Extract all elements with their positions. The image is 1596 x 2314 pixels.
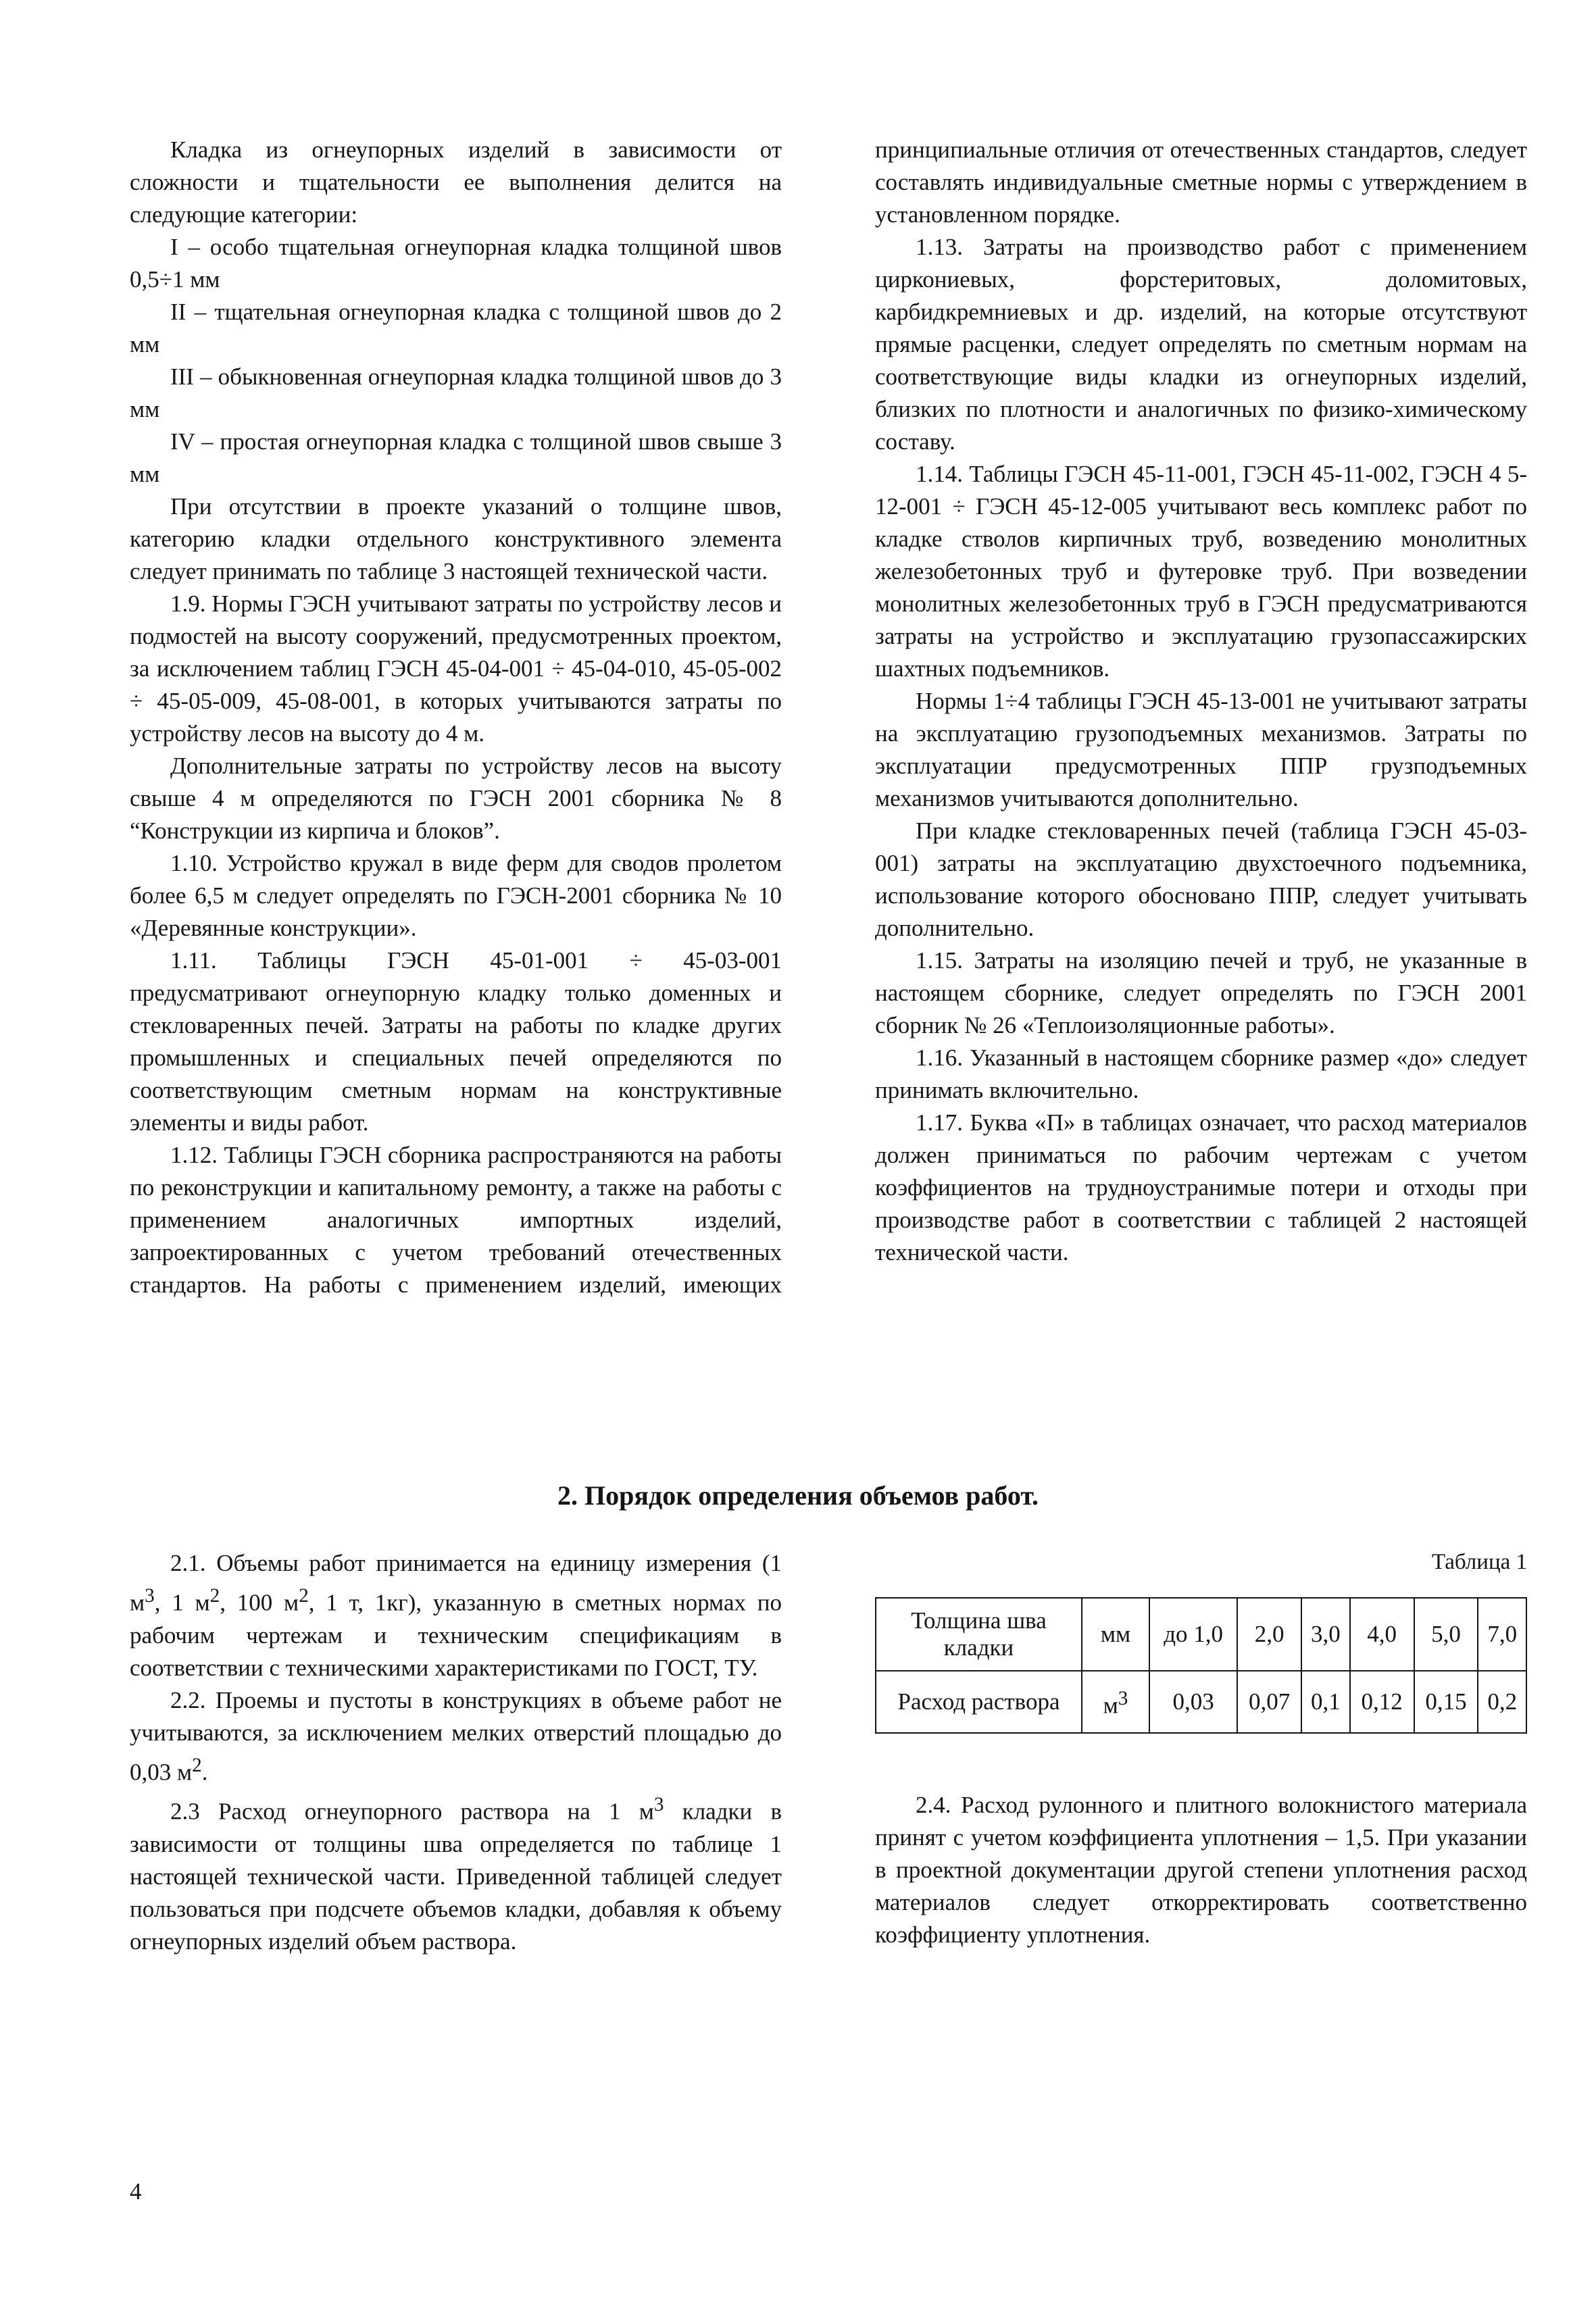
table-row xyxy=(876,1671,1526,1733)
paragraph-2-2: 2.2. Проемы и пустоты в конструкциях в объеме работ не учитываются, за исключением мелких отверстий площадью до 0,03 $м^2$. xyxy=(130,1686,782,1786)
paragraph: Кладка из огнеупорных изделий в зависимости от сложности и тщательности ее выполнения делится на следующие категории: xyxy=(130,136,782,228)
section2-right-column xyxy=(875,1547,1527,1951)
paragraph: 1.12. Таблицы ГЭСН сборника распространяются на работы по реконструкции и капитальному ремонту, а также на работы с применением аналогичных импортных изделий, запроектированных с учетом требований отечественных стандартов. На работы с применением изделий, имеющих xyxy=(130,1142,782,1298)
paragraph-2-1: 2.1. Объемы работ принимается на единицу измерения (1 $м^3$, 1 $м^2$, 100 $м^2$, 1 т, 1кг), указанную в сметных нормах по рабочим чертежам и техническим спецификациям в соответствии с техническими характеристиками по ГОСТ, ТУ. xyxy=(130,1550,782,1681)
paragraph: 1.17. Буква «П» в таблицах означает, что расход материалов должен приниматься по рабочим чертежам с учетом коэффициентов на трудноустранимые потери и отходы при производстве работ в соответствии с таблицей 2 настоящей технической части. xyxy=(875,1109,1527,1265)
table-row-unit: $м^3$ xyxy=(1082,1671,1149,1733)
page-number: 4 xyxy=(130,2178,142,2205)
table-cell: 0,15 xyxy=(1414,1671,1478,1733)
paragraph: При кладке стекловаренных печей (таблица ГЭСН 45-03-001) затраты на эксплуатацию двухстоечного подъемника, использование которого обосновано ППР, следует учитывать дополнительно. xyxy=(875,818,1527,941)
table-cell: 0,03 xyxy=(1149,1671,1237,1733)
paragraph: IV – простая огнеупорная кладка с толщиной швов свыше 3 мм xyxy=(130,428,782,487)
table-cell: 0,1 xyxy=(1301,1671,1350,1733)
table-cell: 3,0 xyxy=(1301,1598,1350,1671)
paragraph: I – особо тщательная огнеупорная кладка толщиной швов 0,5÷1 мм xyxy=(130,234,782,293)
paragraph: Дополнительные затраты по устройству лесов на высоту свыше 4 м определяются по ГЭСН 2001 сборника № 8 “Конструкции из кирпича и блоков”. xyxy=(130,753,782,844)
paragraph: 1.9. Нормы ГЭСН учитывают затраты по устройству лесов и подмостей на высоту сооружений, предусмотренных проектом, за исключением таблиц ГЭСН 45-04-001 ÷ 45-04-010, 45-05-002 ÷ 45-05-009, 45-08-001, в которых учитываются затраты по устройству лесов на высоту до 4 м. xyxy=(130,590,782,747)
section2-left-column xyxy=(130,1547,782,1958)
table-cell: 4,0 xyxy=(1350,1598,1414,1671)
paragraph: 1.14. Таблицы ГЭСН 45-11-001, ГЭСН 45-11-002, ГЭСН 4 5-12-001 ÷ ГЭСН 45-12-005 учитывают весь комплекс работ по кладке стволов кирпичных труб, возведению монолитных железобетонных труб и футеровке труб. При возведении монолитных железобетонных труб в ГЭСН предусматриваются затраты на устройство и эксплуатацию грузопассажирских шахтных подъемников. xyxy=(875,461,1527,682)
table-cell: 5,0 xyxy=(1414,1598,1478,1671)
table-cell: 0,2 xyxy=(1478,1671,1526,1733)
table-row-label: Расход раствора xyxy=(876,1671,1082,1733)
paragraph-2-4: 2.4. Расход рулонного и плитного волокнистого материала принят с учетом коэффициента уплотнения – 1,5. При указании в проектной документации другой степени уплотнения расход материалов следует откорректировать соответственно коэффициенту уплотнения. xyxy=(875,1792,1527,1948)
mortar-consumption-table xyxy=(875,1597,1527,1734)
table-caption: Таблица 1 xyxy=(1431,1550,1527,1574)
table-cell: 0,12 xyxy=(1350,1671,1414,1733)
right-text-column xyxy=(875,134,1527,1269)
paragraph: Нормы 1÷4 таблицы ГЭСН 45-13-001 не учитывают затраты на эксплуатацию грузоподъемных механизмов. Затраты по эксплуатации предусмотренных ППР грузподъемных механизмов учитываются дополнительно. xyxy=(875,688,1527,811)
paragraph: 1.15. Затраты на изоляцию печей и труб, не указанные в настоящем сборнике, следует определять по ГЭСН 2001 сборник № 26 «Теплоизоляционные работы». xyxy=(875,947,1527,1038)
paragraph: принципиальные отличия от отечественных стандартов, следует составлять индивидуальные сметные нормы с утверждением в установленном порядке. xyxy=(875,136,1527,228)
paragraph: 1.10. Устройство кружал в виде ферм для сводов пролетом более 6,5 м следует определять по ГЭСН-2001 сборника № 10 «Деревянные конструкции». xyxy=(130,850,782,941)
paragraph: 1.16. Указанный в настоящем сборнике размер «до» следует принимать включительно. xyxy=(875,1045,1527,1103)
table-cell: 7,0 xyxy=(1478,1598,1526,1671)
left-text-column xyxy=(130,134,782,1301)
table-header-unit: мм xyxy=(1082,1598,1149,1671)
paragraph: II – тщательная огнеупорная кладка с толщиной швов до 2 мм xyxy=(130,299,782,357)
table-cell: 0,07 xyxy=(1237,1671,1301,1733)
table-header-label: Толщина шва кладки xyxy=(876,1598,1082,1671)
table-cell: 2,0 xyxy=(1237,1598,1301,1671)
paragraph: При отсутствии в проекте указаний о толщине швов, категорию кладки отдельного конструктивного элемента следует принимать по таблице 3 настоящей технической части. xyxy=(130,493,782,584)
table-cell: до 1,0 xyxy=(1149,1598,1237,1671)
table-row xyxy=(876,1598,1526,1671)
paragraph: 1.13. Затраты на производство работ с применением циркониевых, форстеритовых, доломитовых, карбидкремниевых и др. изделий, на которые отсутствуют прямые расценки, следует определять по сметным нормам на соответствующие виды кладки из огнеупорных изделий, близких по плотности и аналогичных по физико-химическому составу. xyxy=(875,234,1527,455)
paragraph: III – обыкновенная огнеупорная кладка толщиной швов до 3 мм xyxy=(130,363,782,422)
paragraph-2-3: 2.3 Расход огнеупорного раствора на 1 $м^3$ кладки в зависимости от толщины шва определяется по таблице 1 настоящей технической части. Приведенной таблицей следует пользоваться при подсчете объемов кладки, добавляя к объему огнеупорных изделий объем раствора. xyxy=(130,1794,782,1955)
section-heading: 2. Порядок определения объемов работ. xyxy=(557,1480,1039,1511)
paragraph: 1.11. Таблицы ГЭСН 45-01-001 ÷ 45-03-001 предусматривают огнеупорную кладку только доменных и стекловаренных печей. Затраты на работы по кладке других промышленных и специальных печей определяются по соответствующим сметным нормам на конструктивные элементы и виды работ. xyxy=(130,947,782,1136)
